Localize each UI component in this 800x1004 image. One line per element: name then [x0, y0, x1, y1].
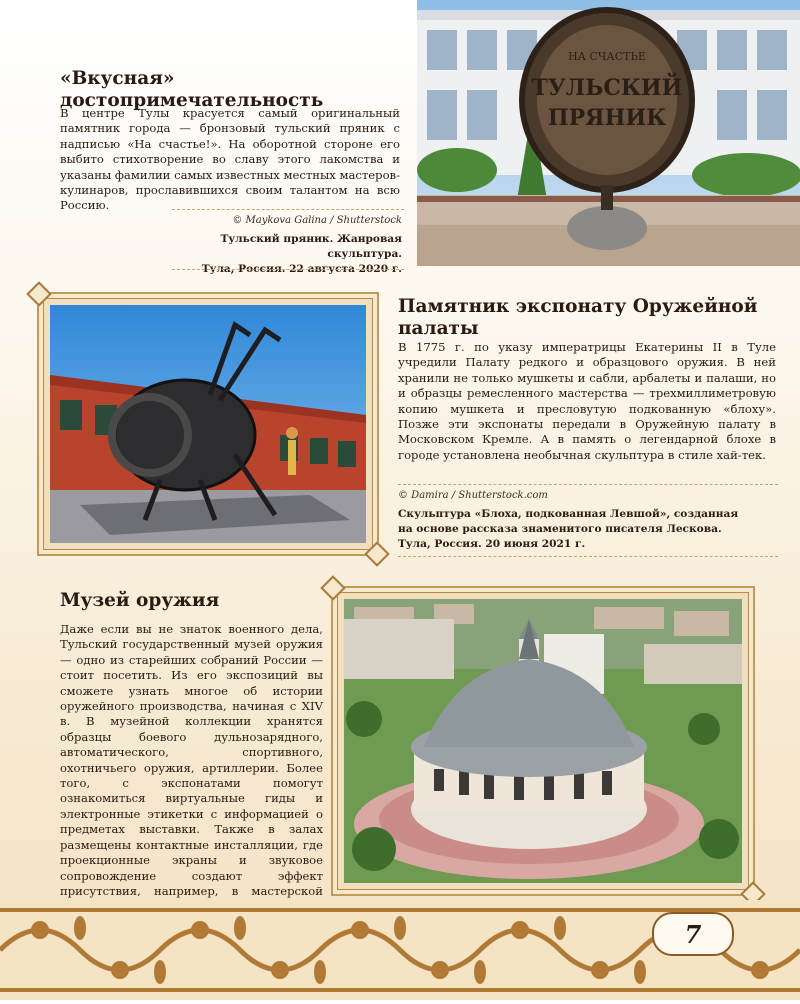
section2-caption-line3: Тула, Россия. 20 июня 2021 г.	[398, 538, 586, 550]
section1-caption-line2: Тула, Россия. 22 августа 2020 г.	[201, 263, 402, 275]
page-number: 7	[684, 919, 702, 949]
section1-caption	[150, 232, 402, 277]
section1-divider	[172, 209, 404, 210]
section2-photo-credit: © Damira / Shutterstock.com	[398, 490, 548, 501]
monument-inscription-line1: ТУЛЬСКИЙ	[531, 75, 683, 101]
flea-sculpture-photo	[50, 305, 366, 543]
section2-caption-line2: на основе рассказа знаменитого писателя Лескова.	[398, 523, 722, 535]
section2-divider-bottom	[398, 556, 778, 557]
monument-inscription-top: НА СЧАСТЬЕ	[568, 50, 646, 63]
section1-divider-bottom	[172, 269, 404, 270]
section1-photo-credit: © Maykova Galina / Shutterstock	[232, 215, 402, 226]
page-number-badge	[652, 912, 734, 956]
section2-caption-line1: Скульптура «Блоха, подкованная Левшой», созданная	[398, 508, 739, 520]
section2-title: Памятник экспонату Оружейной палаты	[398, 296, 758, 340]
section2-text: В 1775 г. по указу императрицы Екатерины II в Туле учредили Палату редкого и образцового оружия. В ней хранили не только мушкеты и сабли, арбалеты и палаши, но и образцы ремесленного мастерства — трехмиллиметровую копию мушкета и пресловутую подкованную «блоху». Позже эти экспонаты передали в Оружейную палату в Московском Кремле. А в память о легендарной блохе в городе установлена необычная скульптура в стиле хай-тек.	[398, 340, 776, 462]
section3-text: Даже если вы не знаток военного дела, Тульский государственный музей оружия — одно из старейших собраний России — стоит посетить. Из его экспозиций вы сможете узнать многое об истории оружейного производства, начиная с XIV в. В музейной коллекции хранятся образцы боевого дульнозарядного, автоматического, спортивного, охотничьего оружия, артиллерии. Более того, с экспонатами помогут ознакомиться виртуальные гиды и электронные этикетки с информацией о предметах выставки. Также в залах размещены контактные инсталляции, где проекционные экраны и звуковое сопровождение создают эффект присутствия, например, в мастерской	[60, 622, 323, 898]
section2-caption	[398, 507, 778, 552]
section1-title: «Вкусная» достопримечательность	[60, 68, 324, 112]
section3-title: Музей оружия	[60, 590, 220, 611]
gingerbread-monument-photo	[417, 0, 800, 266]
weapons-museum-photo	[344, 599, 742, 883]
monument-inscription-line2: ПРЯНИК	[547, 105, 667, 131]
section1-caption-line1: Тульский пряник. Жанровая скульптура.	[220, 233, 402, 260]
section1-text: В центре Тулы красуется самый оригинальный памятник города — бронзовый тульский пряник с надписью «На счастье!». На оборотной стороне его выбито стихотворение во славу этого лакомства и указаны фамилии самых известных местных мастеров-кулинаров, прославившихся своим талантом на всю Россию.	[60, 106, 401, 213]
section2-divider	[398, 484, 778, 485]
